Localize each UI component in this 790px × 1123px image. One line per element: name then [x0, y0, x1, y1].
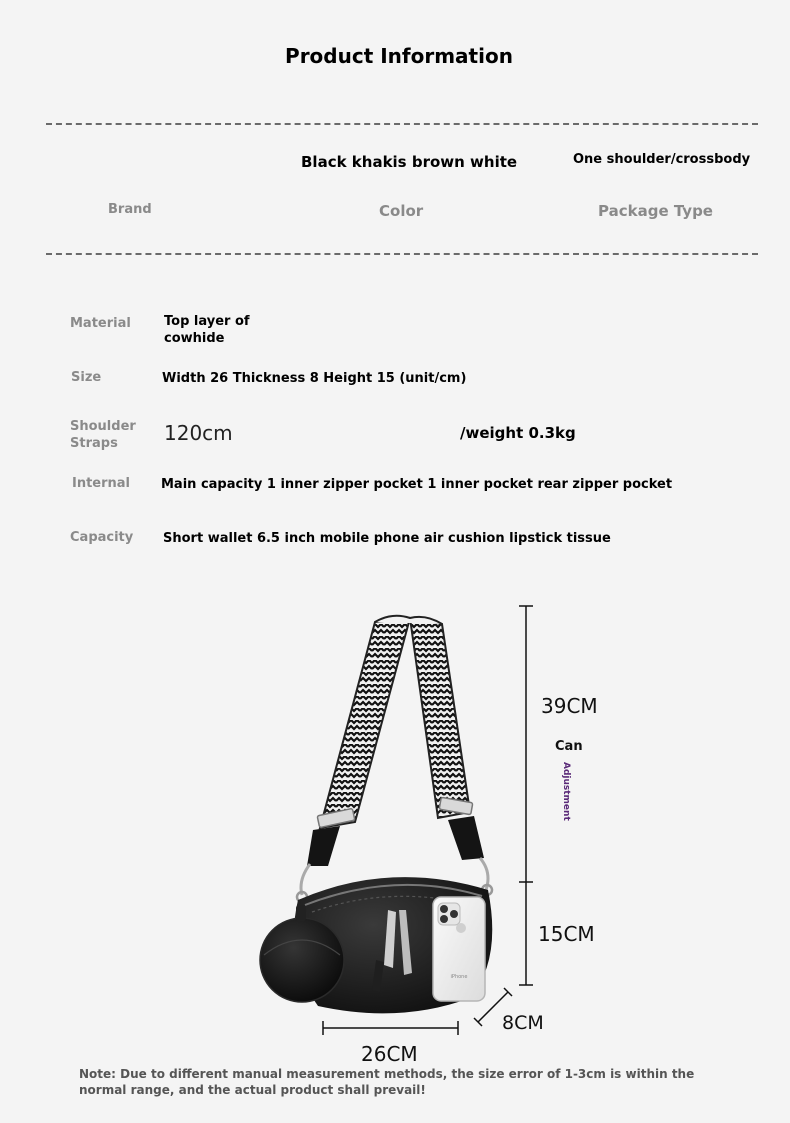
page-title: Product Information — [285, 44, 513, 68]
size-label: Size — [71, 370, 102, 385]
color-value: Black khakis brown white — [301, 153, 518, 171]
straps-label-line2: Straps — [70, 436, 118, 451]
color-label: Color — [379, 202, 424, 220]
package-type-label: Package Type — [598, 202, 713, 220]
divider-bottom — [46, 253, 758, 255]
material-value-line1: Top layer of — [164, 314, 250, 329]
adjustment-label: Adjustment — [561, 762, 571, 821]
capacity-label: Capacity — [70, 530, 134, 545]
material-label: Material — [70, 316, 131, 331]
package-type-value: One shoulder/crossbody — [573, 152, 751, 167]
width-label: 26CM — [361, 1042, 418, 1066]
can-label: Can — [555, 739, 583, 754]
internal-value: Main capacity 1 inner zipper pocket 1 inner pocket rear zipper pocket — [161, 477, 673, 492]
phone-label: iPhone — [450, 974, 468, 980]
internal-label: Internal — [72, 476, 131, 491]
material-value-line2: cowhide — [164, 331, 225, 346]
thickness-label: 8CM — [502, 1012, 544, 1034]
size-value: Width 26 Thickness 8 Height 15 (unit/cm) — [162, 371, 467, 386]
strap-height-label: 39CM — [541, 694, 598, 718]
bag-height-label: 15CM — [538, 922, 595, 946]
weight-value: /weight 0.3kg — [460, 424, 576, 442]
strap — [297, 616, 492, 902]
product-dimension-figure — [0, 590, 790, 1070]
brand-label: Brand — [108, 202, 152, 217]
phone-reference — [433, 897, 485, 1001]
straps-label-line1: Shoulder — [70, 419, 136, 434]
measurement-note: Note: Due to different manual measurement methods, the size error of 1-3cm is within the normal range, and the actual product shall prevail! — [79, 1067, 695, 1097]
straps-length-value: 120cm — [164, 421, 233, 445]
capacity-value: Short wallet 6.5 inch mobile phone air cushion lipstick tissue — [163, 531, 611, 546]
divider-top — [46, 123, 758, 125]
